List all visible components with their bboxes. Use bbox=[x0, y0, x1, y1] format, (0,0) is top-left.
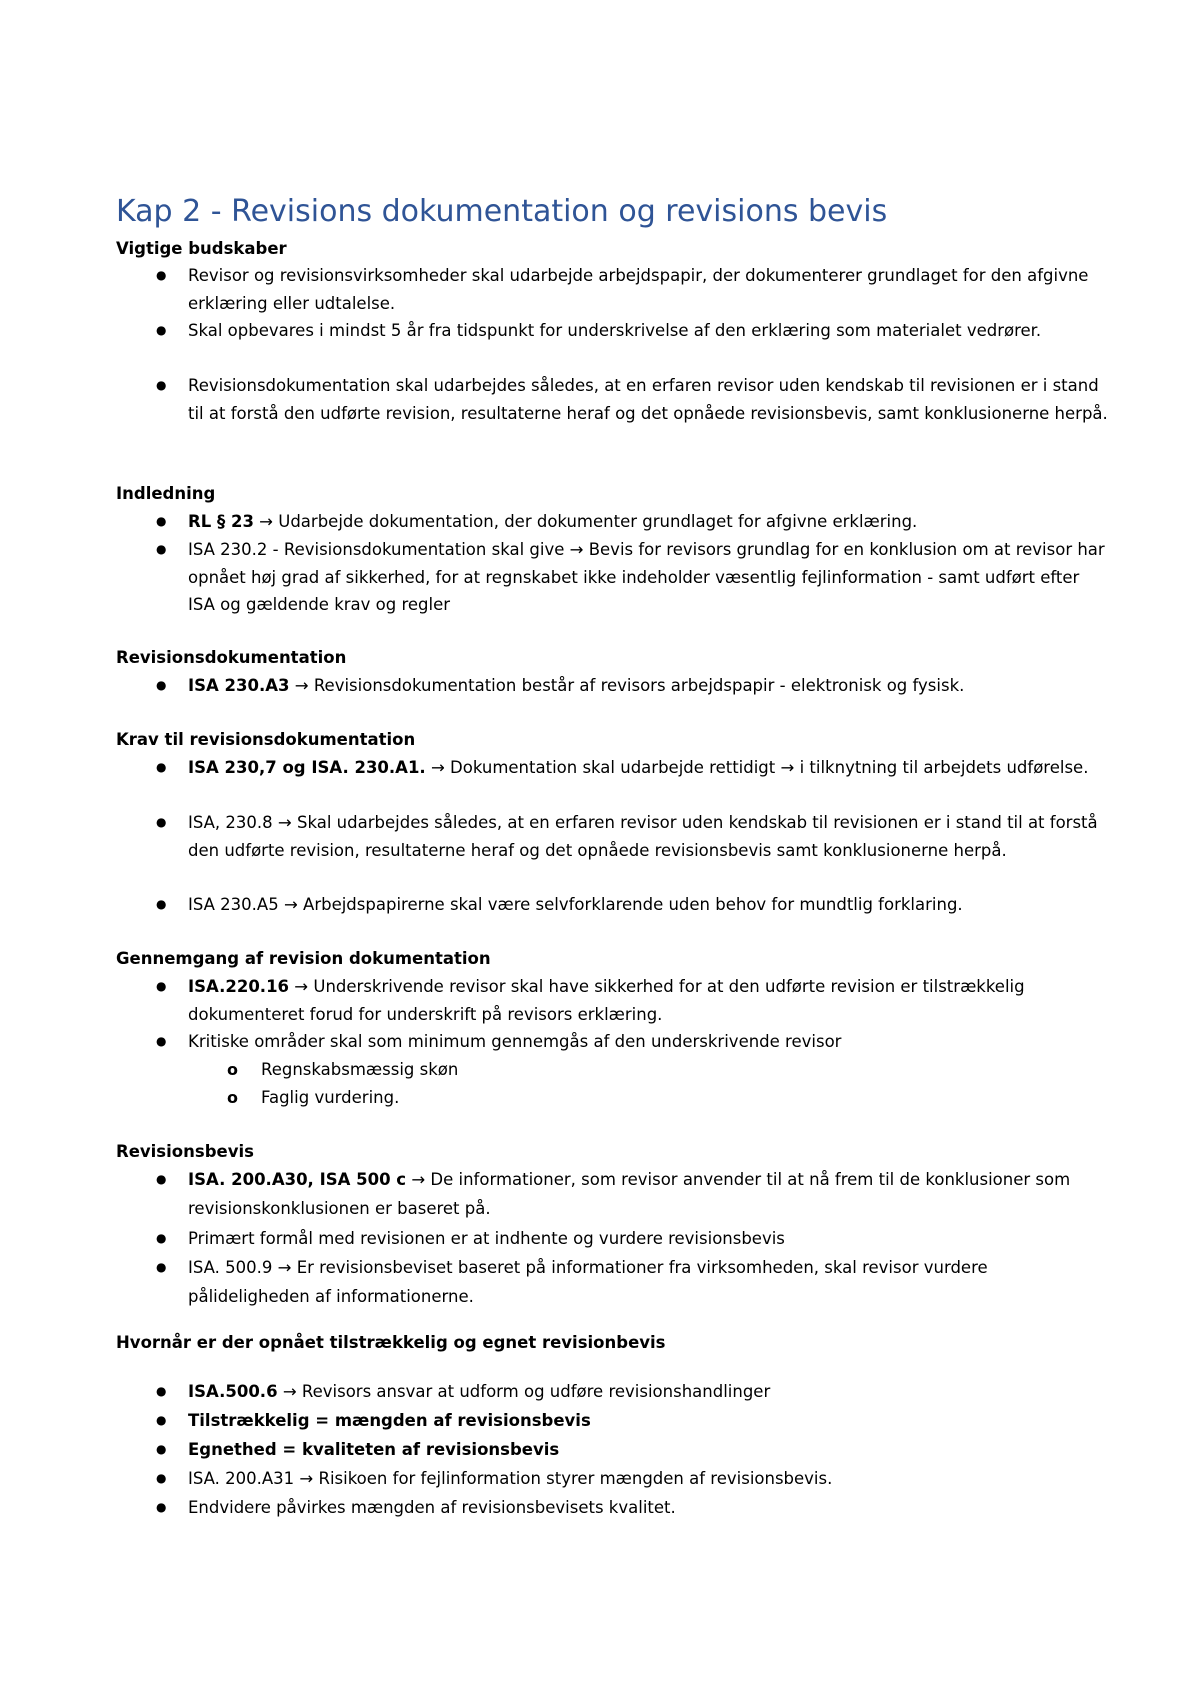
item-text: Bevis for revisors grundlag for en konklusion om at revisor har opnået høj grad af sikkerhed, for at regnskabet ikke indeholder væsentlig fejlinformation - samt udført efter ISA og gældende krav og regler bbox=[188, 540, 1105, 614]
arrow-icon: → bbox=[277, 1258, 292, 1277]
item-text: Underskrivende revisor skal have sikkerhed for at den udførte revision er tilstrækkelig dokumenteret forud for underskrift på revisors erklæring. bbox=[188, 977, 1025, 1024]
bullet-icon: ● bbox=[156, 1231, 167, 1245]
list-item bbox=[156, 1253, 1108, 1311]
list-item bbox=[156, 317, 1108, 345]
list-item bbox=[156, 891, 1108, 919]
list-item bbox=[156, 754, 1108, 782]
item-text: Dokumentation skal udarbejde rettidigt bbox=[450, 758, 776, 777]
item-ref: ISA, 230.8 bbox=[188, 813, 273, 832]
bullet-icon: ● bbox=[156, 378, 167, 392]
item-ref: ISA 230,7 og ISA. 230.A1. bbox=[188, 758, 426, 777]
sub-list-item bbox=[227, 1084, 1181, 1112]
item-text: Egnethed = kvaliteten af revisionsbevis bbox=[188, 1440, 560, 1459]
list-item bbox=[156, 508, 1108, 536]
arrow-icon: → bbox=[430, 758, 445, 777]
bullet-icon: ● bbox=[156, 815, 167, 829]
section-heading-indledning: Indledning bbox=[116, 484, 216, 503]
list-item bbox=[156, 1406, 1108, 1435]
arrow-icon: → bbox=[277, 813, 292, 832]
bullet-icon: ● bbox=[156, 514, 167, 528]
item-ref: RL § 23 bbox=[188, 512, 254, 531]
item-text: Kritiske områder skal som minimum gennemgås af den underskrivende revisor bbox=[188, 1032, 842, 1051]
item-text: Skal udarbejdes således, at en erfaren revisor uden kendskab til revisionen er i stand til at forstå den udførte revision, resultaterne heraf og det opnåede revisionsbevis samt konklusionerne herpå. bbox=[188, 813, 1098, 860]
list-item bbox=[156, 1464, 1108, 1493]
bullet-icon: ● bbox=[156, 1384, 167, 1398]
circle-bullet-icon: o bbox=[227, 1060, 238, 1079]
bullet-icon: ● bbox=[156, 897, 167, 911]
item-ref: ISA. 200.A31 bbox=[188, 1469, 295, 1488]
item-text-continued: i tilknytning til arbejdets udførelse. bbox=[799, 758, 1089, 777]
item-text: De informationer, som revisor anvender til at nå frem til de konklusioner som revisionskonklusionen er baseret på. bbox=[188, 1170, 1071, 1218]
item-text: Primært formål med revisionen er at indhente og vurdere revisionsbevis bbox=[188, 1229, 785, 1248]
list-item bbox=[156, 672, 1108, 700]
section-heading-krav: Krav til revisionsdokumentation bbox=[116, 730, 416, 749]
section-heading-gennemgang: Gennemgang af revision dokumentation bbox=[116, 949, 491, 968]
item-text: Tilstrækkelig = mængden af revisionsbevis bbox=[188, 1411, 591, 1430]
bullet-icon: ● bbox=[156, 1471, 167, 1485]
item-text: Revisionsdokumentation består af revisors arbejdspapir - elektronisk og fysisk. bbox=[313, 676, 965, 695]
list-item bbox=[156, 536, 1108, 619]
arrow-icon: → bbox=[283, 895, 298, 914]
item-text: Revisor og revisionsvirksomheder skal udarbejde arbejdspapir, der dokumenterer grundlaget for den afgivne erklæring eller udtalelse. bbox=[188, 266, 1089, 313]
arrow-icon: → bbox=[259, 512, 273, 531]
bullet-icon: ● bbox=[156, 1413, 167, 1427]
bullet-icon: ● bbox=[156, 268, 167, 282]
item-text: Risikoen for fejlinformation styrer mængden af revisionsbevis. bbox=[318, 1469, 833, 1488]
page-title: Kap 2 - Revisions dokumentation og revisions bevis bbox=[116, 194, 888, 229]
item-text: Revisionsdokumentation skal udarbejdes således, at en erfaren revisor uden kendskab til revisionen er i stand til at forstå den udførte revision, resultaterne heraf og det opnåede revisionsbevis, samt konklusionerne herpå. bbox=[188, 376, 1108, 423]
item-text: Arbejdspapirerne skal være selvforklarende uden behov for mundtlig forklaring. bbox=[303, 895, 963, 914]
list-item bbox=[156, 1165, 1108, 1223]
list-item bbox=[156, 1377, 1108, 1406]
list-item bbox=[156, 1435, 1108, 1464]
item-ref: ISA.220.16 bbox=[188, 977, 290, 996]
circle-bullet-icon: o bbox=[227, 1088, 238, 1107]
arrow-icon: → bbox=[299, 1469, 314, 1488]
item-text: Endvidere påvirkes mængden af revisionsbevisets kvalitet. bbox=[188, 1498, 676, 1517]
list-item bbox=[156, 372, 1108, 427]
bullet-icon: ● bbox=[156, 542, 167, 556]
item-ref: ISA 230.A5 bbox=[188, 895, 279, 914]
item-ref: ISA 230.2 - Revisionsdokumentation skal give bbox=[188, 540, 565, 559]
bullet-icon: ● bbox=[156, 760, 167, 774]
arrow-icon: → bbox=[294, 977, 309, 996]
item-text: Regnskabsmæssig skøn bbox=[261, 1060, 459, 1079]
bullet-icon: ● bbox=[156, 1172, 167, 1186]
item-ref: ISA. 200.A30, ISA 500 c bbox=[188, 1170, 407, 1189]
bullet-icon: ● bbox=[156, 678, 167, 692]
item-text: Udarbejde dokumentation, der dokumenter grundlaget for afgivne erklæring. bbox=[278, 512, 918, 531]
bullet-icon: ● bbox=[156, 1260, 167, 1274]
item-text: Faglig vurdering. bbox=[261, 1088, 400, 1107]
arrow-icon: → bbox=[411, 1170, 426, 1189]
item-ref: ISA 230.A3 bbox=[188, 676, 290, 695]
section-heading-hvornaar: Hvornår er der opnået tilstrækkelig og egnet revisionbevis bbox=[116, 1333, 666, 1352]
bullet-icon: ● bbox=[156, 1034, 167, 1048]
list-item bbox=[156, 1028, 1108, 1056]
item-text: Revisors ansvar at udform og udføre revisionshandlinger bbox=[301, 1382, 771, 1401]
item-ref: ISA. 500.9 bbox=[188, 1258, 273, 1277]
item-text: Skal opbevares i mindst 5 år fra tidspunkt for underskrivelse af den erklæring som materialet vedrører. bbox=[188, 321, 1042, 340]
section-heading-revisionsdokumentation: Revisionsdokumentation bbox=[116, 648, 347, 667]
list-item bbox=[156, 809, 1108, 864]
arrow-icon: → bbox=[569, 540, 584, 559]
bullet-icon: ● bbox=[156, 979, 167, 993]
list-item bbox=[156, 1224, 1108, 1253]
list-item bbox=[156, 1493, 1108, 1522]
item-text: Er revisionsbeviset baseret på informationer fra virksomheden, skal revisor vurdere pålideligheden af informationerne. bbox=[188, 1258, 988, 1306]
list-item bbox=[156, 973, 1108, 1028]
section-heading-vigtige: Vigtige budskaber bbox=[116, 239, 287, 258]
item-ref: ISA.500.6 bbox=[188, 1382, 278, 1401]
arrow-icon: → bbox=[294, 676, 309, 695]
list-item bbox=[156, 262, 1108, 317]
sub-list-item bbox=[227, 1056, 1181, 1084]
arrow-icon: → bbox=[282, 1382, 297, 1401]
arrow-icon: → bbox=[780, 758, 795, 777]
bullet-icon: ● bbox=[156, 1442, 167, 1456]
section-heading-revisionsbevis: Revisionsbevis bbox=[116, 1142, 254, 1161]
bullet-icon: ● bbox=[156, 323, 167, 337]
bullet-icon: ● bbox=[156, 1500, 167, 1514]
